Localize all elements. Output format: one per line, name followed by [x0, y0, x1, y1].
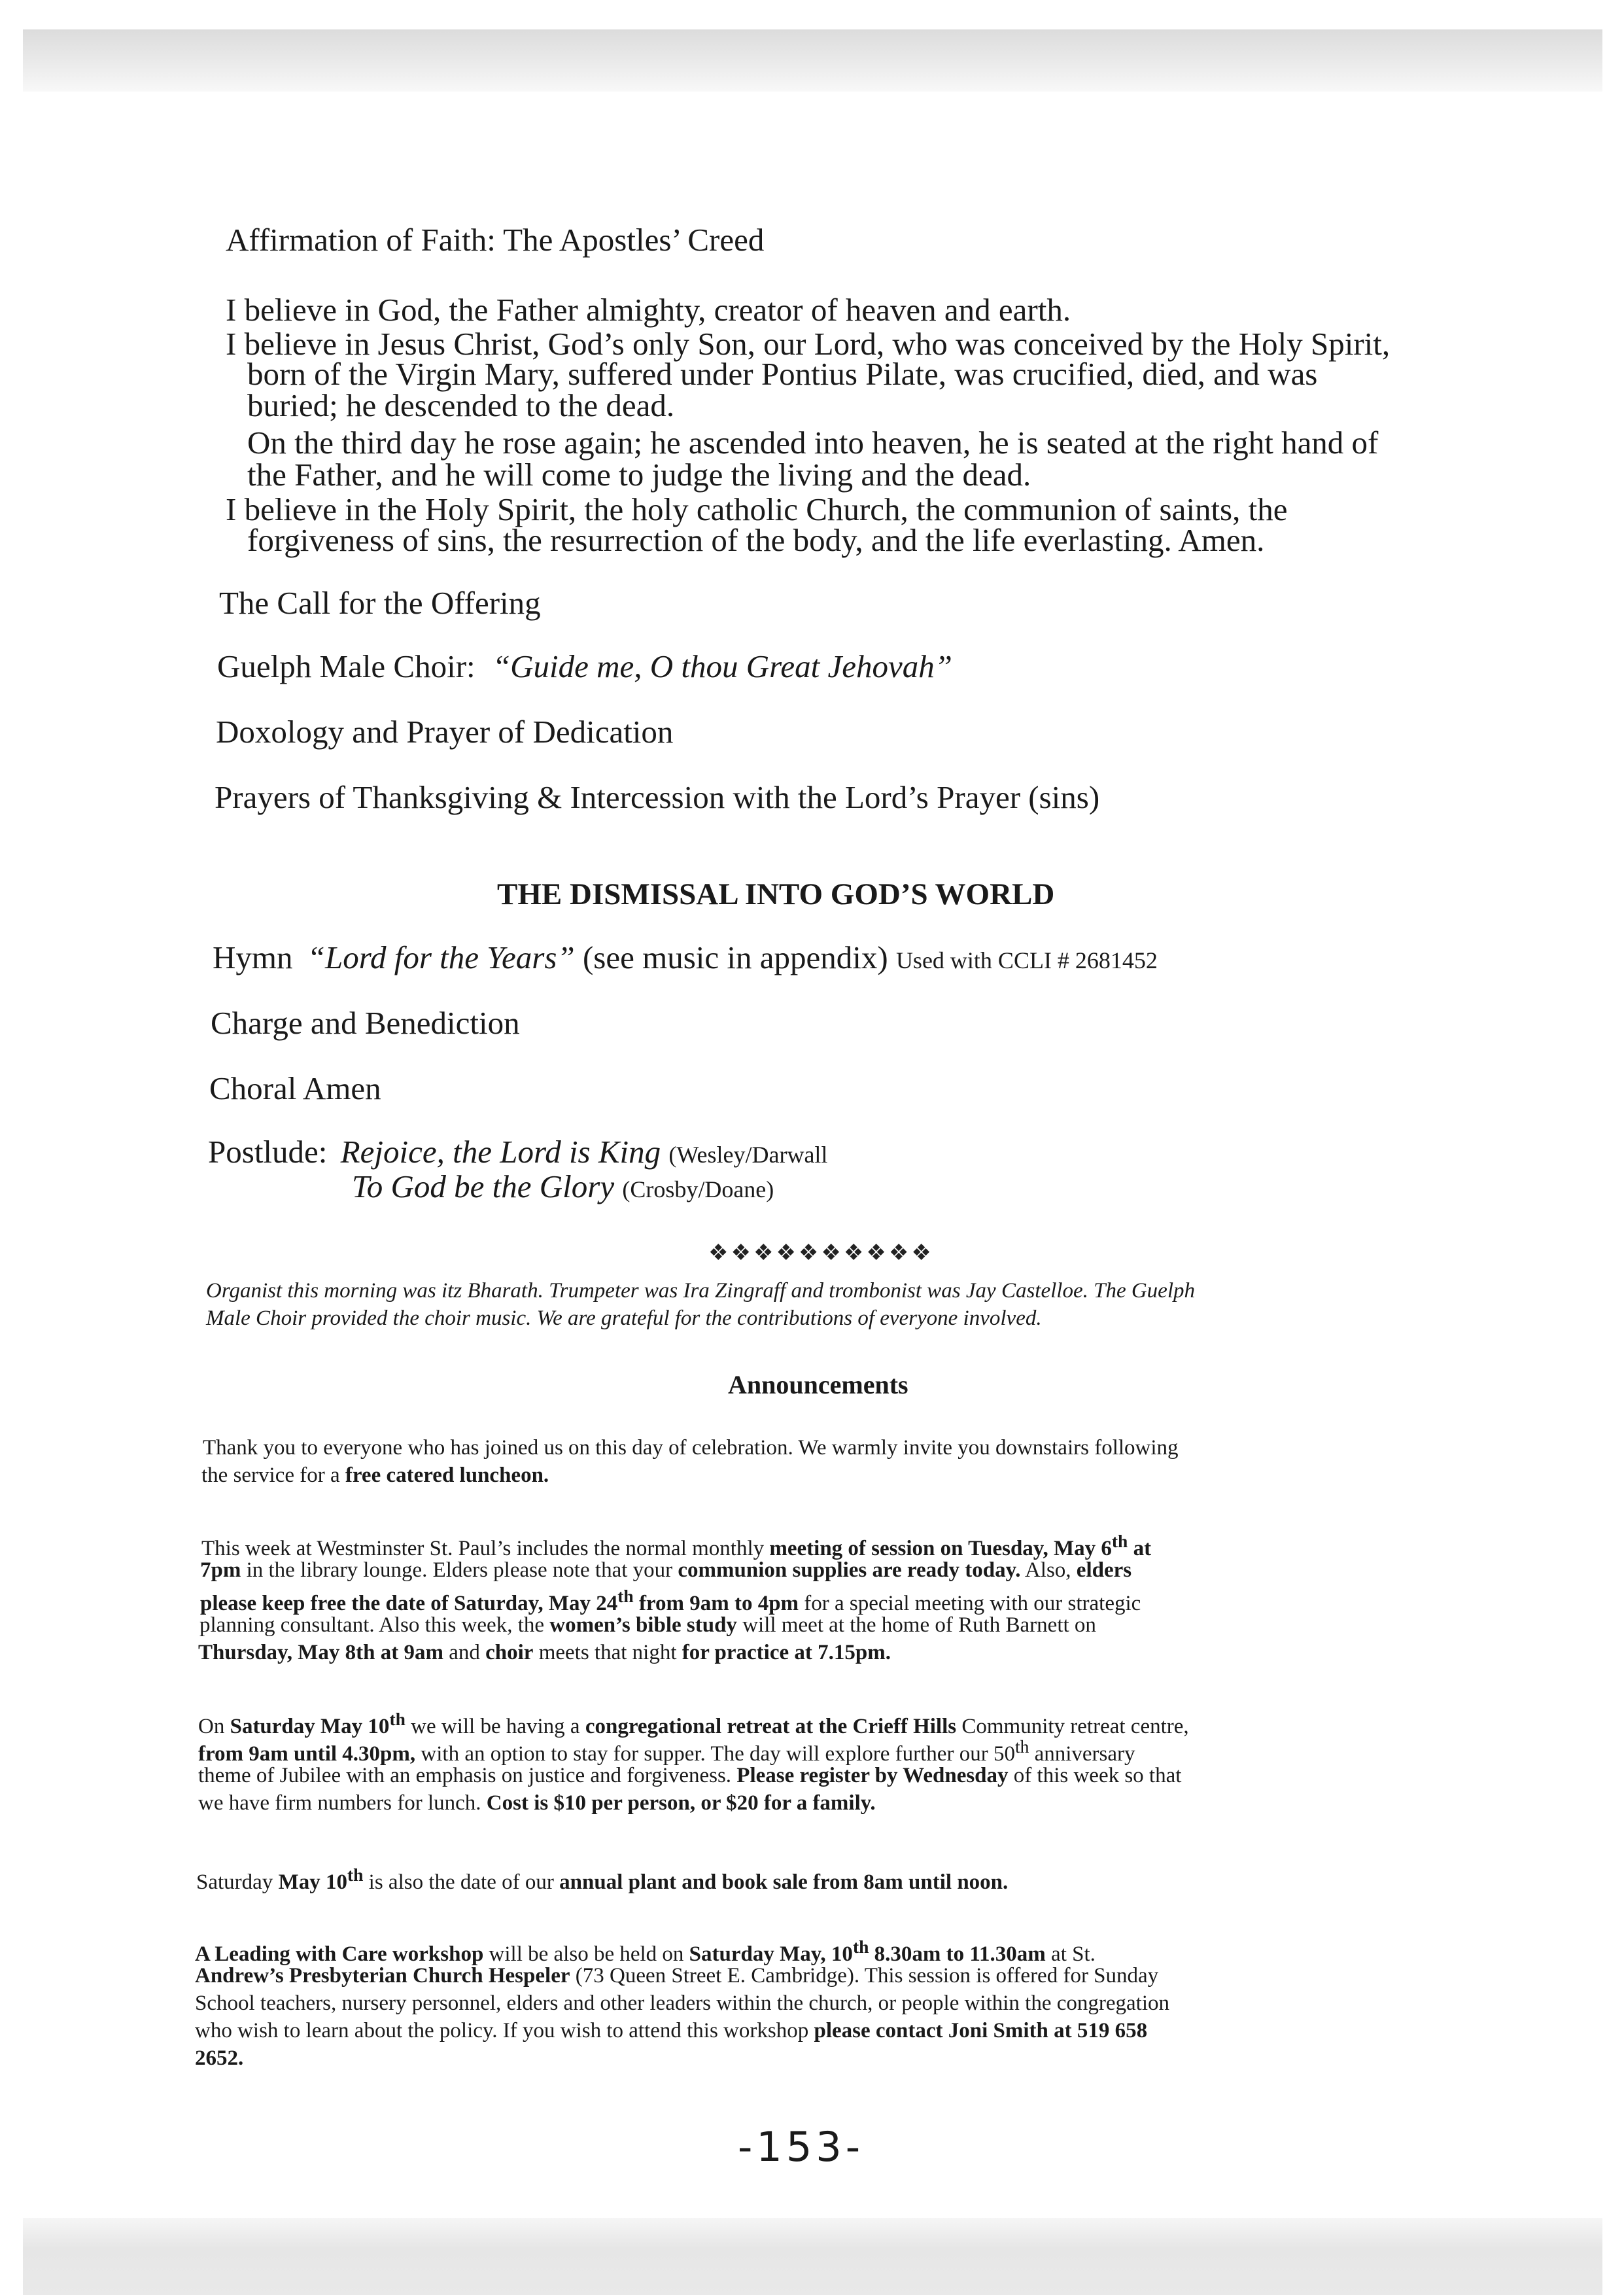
announcement-line: Saturday May 10th is also the date of our annual plant and book sale from 8am until noon.: [196, 1865, 1009, 1894]
announcement-line: Andrew’s Presbyterian Church Hespeler (73 Queen Street E. Cambridge). This session is offered for Sunday: [195, 1964, 1159, 1988]
page-number: -153-: [738, 2123, 865, 2171]
creed-line: forgiveness of sins, the resurrection of the body, and the life everlasting. Amen.: [247, 522, 1265, 558]
credits-line: Organist this morning was itz Bharath. Trumpeter was Ira Zingraff and trombonist was Jay Castelloe. The Guelph: [206, 1279, 1195, 1303]
postlude-line-1: [208, 1133, 827, 1170]
creed-line: On the third day he rose again; he ascended into heaven, he is seated at the right hand of: [247, 425, 1379, 461]
creed-line: I believe in the Holy Spirit, the holy catholic Church, the communion of saints, the: [226, 491, 1288, 527]
scan-edge-top: [23, 29, 1602, 92]
dismissal-heading: THE DISMISSAL INTO GOD’S WORLD: [497, 877, 1055, 911]
announcements-heading: Announcements: [728, 1370, 908, 1399]
postlude-composer: (Wesley/Darwall: [668, 1142, 828, 1168]
postlude-composer: (Crosby/Doane): [622, 1176, 774, 1202]
hymn-item: [213, 939, 1158, 976]
creed-line: the Father, and he will come to judge the living and the dead.: [247, 457, 1031, 493]
postlude-label: Postlude:: [208, 1134, 328, 1170]
announcement-line: This week at Westminster St. Paul’s includes the normal monthly meeting of session on Tuesday, May 6th at: [201, 1531, 1152, 1560]
creed-title: Affirmation of Faith: The Apostles’ Creed: [226, 222, 765, 258]
creed-line: I believe in Jesus Christ, God’s only Son, our Lord, who was conceived by the Holy Spirit,: [226, 326, 1391, 362]
announcement-line: the service for a free catered luncheon.: [201, 1463, 549, 1487]
announcement-line: theme of Jubilee with an emphasis on justice and forgiveness. Please register by Wednesday of this week so that: [198, 1764, 1182, 1787]
hymn-label: Hymn: [213, 939, 293, 975]
announcement-line: please keep free the date of Saturday, May 24th from 9am to 4pm for a special meeting with our strategic: [200, 1586, 1141, 1615]
choral-amen: Choral Amen: [209, 1070, 381, 1106]
announcement-line: who wish to learn about the policy. If you wish to attend this workshop please contact Joni Smith at 519 658: [195, 2019, 1148, 2042]
offering-call: The Call for the Offering: [219, 585, 541, 621]
announcement-line: On Saturday May 10th we will be having a congregational retreat at the Crieff Hills Community retreat centre,: [198, 1709, 1189, 1738]
credits-line: Male Choir provided the choir music. We are grateful for the contributions of everyone involved.: [206, 1306, 1042, 1330]
announcement-line: Thank you to everyone who has joined us on this day of celebration. We warmly invite you downstairs following: [203, 1436, 1179, 1460]
prayers: Prayers of Thanksgiving & Intercession with the Lord’s Prayer (sins): [215, 779, 1100, 815]
postlude-title: Rejoice, the Lord is King: [340, 1134, 661, 1170]
hymn-note: (see music in appendix): [582, 939, 888, 975]
announcement-line: School teachers, nursery personnel, elders and other leaders within the church, or people within the congregation: [195, 1991, 1170, 2015]
creed-line: born of the Virgin Mary, suffered under Pontius Pilate, was crucified, died, and was: [247, 356, 1318, 392]
announcement-line: Thursday, May 8th at 9am and choir meets that night for practice at 7.15pm.: [198, 1641, 891, 1664]
choir-piece: “Guide me, O thou Great Jehovah”: [492, 648, 953, 684]
announcement-line: 7pm in the library lounge. Elders please note that your communion supplies are ready today. Also, elders: [200, 1558, 1132, 1582]
announcement-line: A Leading with Care workshop will be also be held on Saturday May, 10th 8.30am to 11.30am at St.: [195, 1936, 1096, 1966]
doxology: Doxology and Prayer of Dedication: [216, 714, 674, 750]
announcement-line: planning consultant. Also this week, the women’s bible study will meet at the home of Ruth Barnett on: [199, 1613, 1096, 1637]
creed-line: buried; he descended to the dead.: [247, 387, 675, 423]
hymn-ccli: Used with CCLI # 2681452: [895, 947, 1158, 973]
postlude-line-2: [352, 1168, 774, 1205]
ornament-divider: ❖❖❖❖❖❖❖❖❖❖: [708, 1241, 934, 1265]
hymn-title: “Lord for the Years”: [307, 939, 575, 975]
choir-item: [217, 648, 952, 685]
choir-label: Guelph Male Choir:: [217, 648, 475, 684]
announcement-line: 2652.: [195, 2046, 244, 2070]
announcement-line: from 9am until 4.30pm, with an option to stay for supper. The day will explore further our 50th anniversary: [198, 1736, 1135, 1766]
creed-line: I believe in God, the Father almighty, creator of heaven and earth.: [226, 292, 1071, 328]
announcement-line: we have firm numbers for lunch. Cost is $10 per person, or $20 for a family.: [198, 1791, 876, 1815]
scan-edge-bottom: [23, 2218, 1602, 2295]
postlude-title: To God be the Glory: [352, 1168, 615, 1204]
charge-benediction: Charge and Benediction: [211, 1005, 520, 1041]
